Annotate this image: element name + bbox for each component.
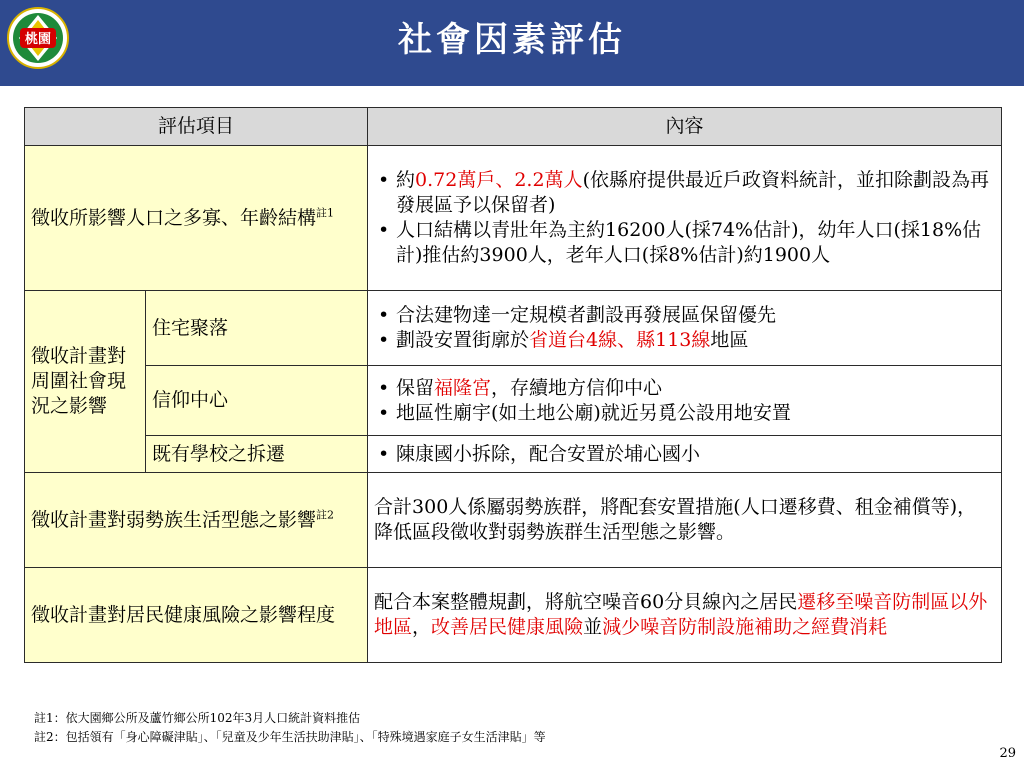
sub-label-housing: 住宅聚落 xyxy=(146,291,368,366)
table-row xyxy=(25,291,1002,366)
table-row xyxy=(25,473,1002,568)
highlight-text: 省道台4線、縣113線 xyxy=(529,329,711,351)
logo-text: 桃園 xyxy=(24,32,52,47)
bullet-item: • 約0.72萬戶、2.2萬人(依縣府提供最近戶政資料統計，並扣除劃設為再發展區予以保留者) xyxy=(374,168,995,218)
header-bar xyxy=(0,0,1024,86)
page-number: 29 xyxy=(999,746,1016,761)
row-content-housing xyxy=(368,291,1002,366)
row-content-vulnerable: 合計300人係屬弱勢族群，將配套安置措施(人口遷移費、租金補償等)，降低區段徵收對弱勢族群生活型態之影響。 xyxy=(368,473,1002,568)
col-header-item: 評估項目 xyxy=(25,108,368,146)
bullet-item: • 合法建物達一定規模者劃設再發展區保留優先 xyxy=(374,303,995,328)
footnote-1: 註1：依大園鄉公所及蘆竹鄉公所102年3月人口統計資料推估 xyxy=(34,711,361,725)
row-content-school xyxy=(368,436,1002,473)
footnote-ref: 註1 xyxy=(316,206,335,220)
highlight-text: 福隆宮 xyxy=(434,376,492,399)
table-header-row xyxy=(25,108,1002,146)
row-content-health: 配合本案整體規劃，將航空噪音60分貝線內之居民遷移至噪音防制區以外地區，改善居民健康風險並減少噪音防制設施補助之經費消耗 xyxy=(368,568,1002,663)
table-row xyxy=(25,436,1002,473)
bullet-item: • 保留福隆宮，存續地方信仰中心 xyxy=(374,376,995,401)
row-label-vulnerable: 徵收計畫對弱勢族生活型態之影響$^{註2}$ xyxy=(25,473,368,568)
footnote-ref: 註2 xyxy=(316,508,335,522)
table-row xyxy=(25,366,1002,436)
page-title: 社會因素評估 xyxy=(398,20,626,60)
assessment-table xyxy=(24,107,1002,663)
bullet-item: • 地區性廟宇(如土地公廟)就近另覓公設用地安置 xyxy=(374,401,995,426)
row-label-population: 徵收所影響人口之多寡、年齡結構$^{註1}$ xyxy=(25,146,368,291)
row-label-health: 徵收計畫對居民健康風險之影響程度 xyxy=(25,568,368,663)
row-content-population xyxy=(368,146,1002,291)
col-header-content: 內容 xyxy=(368,108,1002,146)
bullet-item: • 陳康國小拆除，配合安置於埔心國小 xyxy=(374,442,995,467)
highlight-text: 改善居民健康風險 xyxy=(431,616,584,638)
sub-label-school: 既有學校之拆遷 xyxy=(146,436,368,473)
sub-label-faith: 信仰中心 xyxy=(146,366,368,436)
bullet-item: • 劃設安置街廓於省道台4線、縣113線地區 xyxy=(374,328,995,353)
row-label-social-impact: 徵收計畫對周圍社會現況之影響 xyxy=(25,291,146,473)
row-content-faith xyxy=(368,366,1002,436)
table-row xyxy=(25,146,1002,291)
table-row xyxy=(25,568,1002,663)
highlight-text: 減少噪音防制設施補助之經費消耗 xyxy=(602,616,888,638)
footnote-2: 註2：包括領有「身心障礙津貼」、「兒童及少年生活扶助津貼」、「特殊境遇家庭子女生活津貼」等 xyxy=(34,730,546,744)
highlight-text: 0.72萬戶、2.2萬人 xyxy=(415,169,583,191)
bullet-item: • 人口結構以青壯年為主約16200人(採74%估計)，幼年人口(採18%估計)推估約3900人，老年人口(採8%估計)約1900人 xyxy=(374,218,995,268)
highlight-text: 遷移至噪音防制區以外地區 xyxy=(374,591,988,638)
footnotes xyxy=(34,709,546,747)
